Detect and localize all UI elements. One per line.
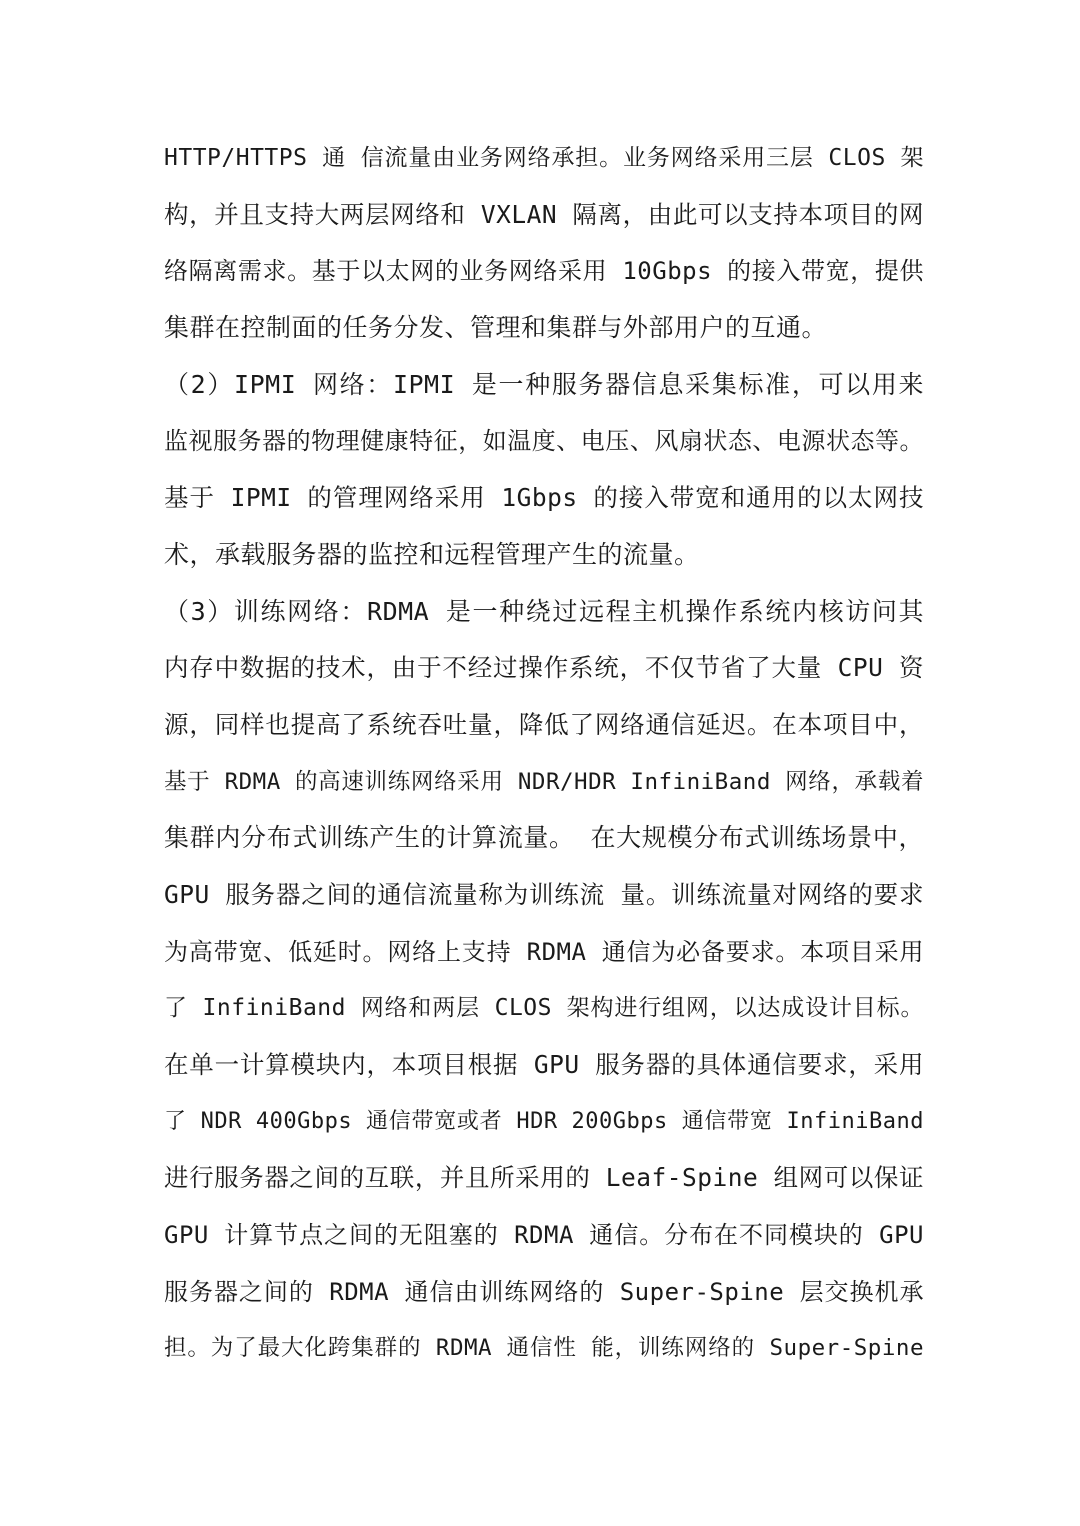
text-line: （2）IPMI 网络：IPMI 是一种服务器信息采集标准，可以用来 [164, 369, 924, 399]
text-line: 了 InfiniBand 网络和两层 CLOS 架构进行组网，以达成设计目标。 [164, 995, 924, 1022]
text-line: GPU 计算节点之间的无阻塞的 RDMA 通信。分布在不同模块的 GPU [164, 1221, 924, 1250]
text-line: 在单一计算模块内，本项目根据 GPU 服务器的具体通信要求，采用 [164, 1050, 924, 1079]
text-line: 内存中数据的技术，由于不经过操作系统，不仅节省了大量 CPU 资 [164, 653, 924, 683]
text-line: （3）训练网络：RDMA 是一种绕过远程主机操作系统内核访问其 [164, 596, 924, 626]
text-line: 集群内分布式训练产生的计算流量。 在大规模分布式训练场景中， [164, 823, 924, 853]
text-line: 集群在控制面的任务分发、管理和集群与外部用户的互通。 [164, 313, 828, 343]
text-line: 担。为了最大化跨集群的 RDMA 通信性 能，训练网络的 Super-Spine [164, 1335, 924, 1362]
text-line: 进行服务器之间的互联，并且所采用的 Leaf-Spine 组网可以保证 [164, 1163, 924, 1193]
body-text [164, 130, 924, 1377]
text-line: 为高带宽、低延时。网络上支持 RDMA 通信为必备要求。本项目采用 [164, 937, 924, 966]
text-line: 术，承载服务器的监控和远程管理产生的流量。 [164, 539, 700, 569]
text-line: 了 NDR 400Gbps 通信带宽或者 HDR 200Gbps 通信带宽 InfiniBand [164, 1108, 924, 1134]
text-line: 基于 IPMI 的管理网络采用 1Gbps 的接入带宽和通用的以太网技 [164, 483, 924, 513]
text-line: GPU 服务器之间的通信流量称为训练流 量。训练流量对网络的要求 [164, 879, 924, 909]
text-line: HTTP/HTTPS 通 信流量由业务网络承担。业务网络采用三层 CLOS 架 [164, 145, 924, 171]
text-line: 络隔离需求。基于以太网的业务网络采用 10Gbps 的接入带宽，提供 [164, 257, 924, 286]
text-line: 构，并且支持大两层网络和 VXLAN 隔离，由此可以支持本项目的网 [164, 199, 924, 229]
text-line: 服务器之间的 RDMA 通信由训练网络的 Super-Spine 层交换机承 [164, 1277, 924, 1306]
text-line: 源，同样也提高了系统吞吐量，降低了网络通信延迟。在本项目中， [164, 709, 924, 739]
text-line: 监视服务器的物理健康特征，如温度、电压、风扇状态、电源状态等。 [164, 427, 924, 456]
text-line: 基于 RDMA 的高速训练网络采用 NDR/HDR InfiniBand 网络，承载着 [164, 768, 924, 795]
